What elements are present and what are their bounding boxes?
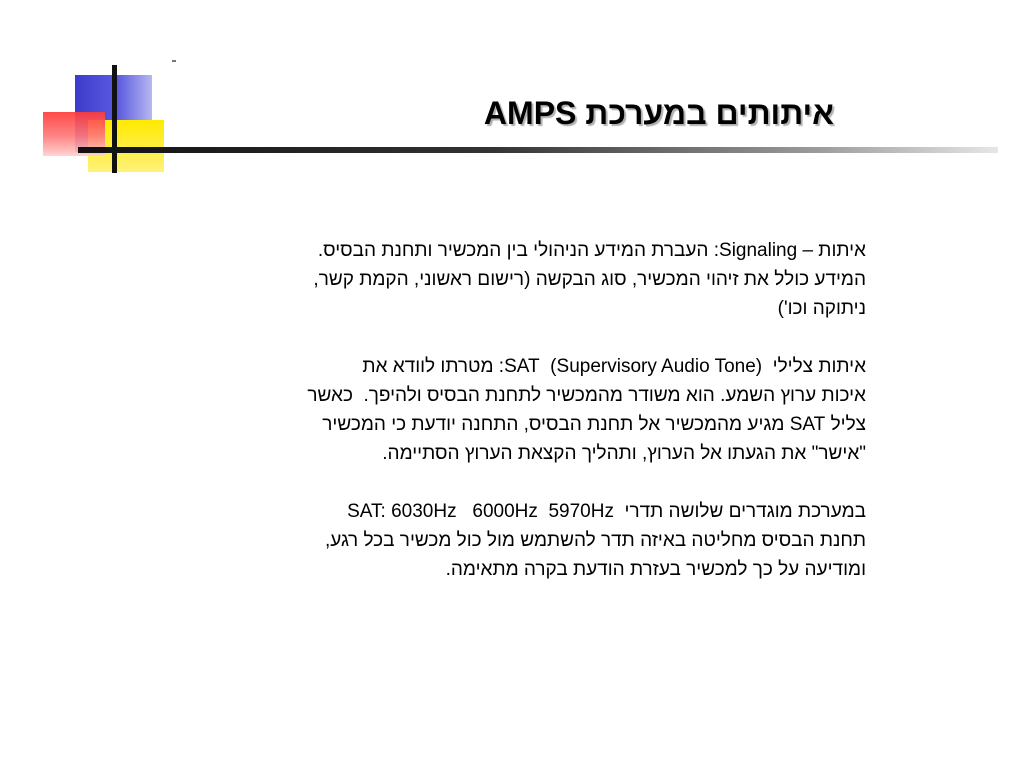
horizontal-line-decoration xyxy=(78,147,998,153)
vertical-line-decoration xyxy=(112,65,117,173)
paragraph-sat-frequencies xyxy=(150,497,866,584)
text-line: ומודיעה על כך למכשיר בעזרת הודעת בקרה מתאימה. xyxy=(445,559,866,580)
text-line: איתות צלילי (Supervisory Audio Tone) SAT: מטרתו לוודא את xyxy=(362,356,866,377)
text-line: תחנת הבסיס מחליטה באיזה תדר להשתמש מול כול מכשיר בכל רגע, xyxy=(325,530,866,551)
paragraph-signaling xyxy=(150,236,866,323)
dot-decoration xyxy=(172,60,176,62)
slide-body xyxy=(150,236,866,613)
text-line: ניתוקה וכו') xyxy=(777,298,866,319)
slide-title: איתותים במערכת AMPS xyxy=(483,95,834,131)
paragraph-sat xyxy=(150,352,866,468)
text-line: איתות – Signaling: העברת המידע הניהולי בין המכשיר ותחנת הבסיס. xyxy=(317,240,866,261)
text-line: במערכת מוגדרים שלושה תדרי SAT: 6030Hz 6000Hz 5970Hz xyxy=(347,501,866,522)
text-line: איכות ערוץ השמע. הוא משודר מהמכשיר לתחנת הבסיס ולהיפך. כאשר xyxy=(307,385,866,406)
text-line: המידע כולל את זיהוי המכשיר, סוג הבקשה (רישום ראשוני, הקמת קשר, xyxy=(313,269,866,290)
text-line: צליל SAT מגיע מהמכשיר אל תחנת הבסיס, התחנה יודעת כי המכשיר xyxy=(322,414,866,435)
text-line: "אישר" את הגעתו אל הערוץ, ותהליך הקצאת הערוץ הסתיימה. xyxy=(382,443,866,464)
